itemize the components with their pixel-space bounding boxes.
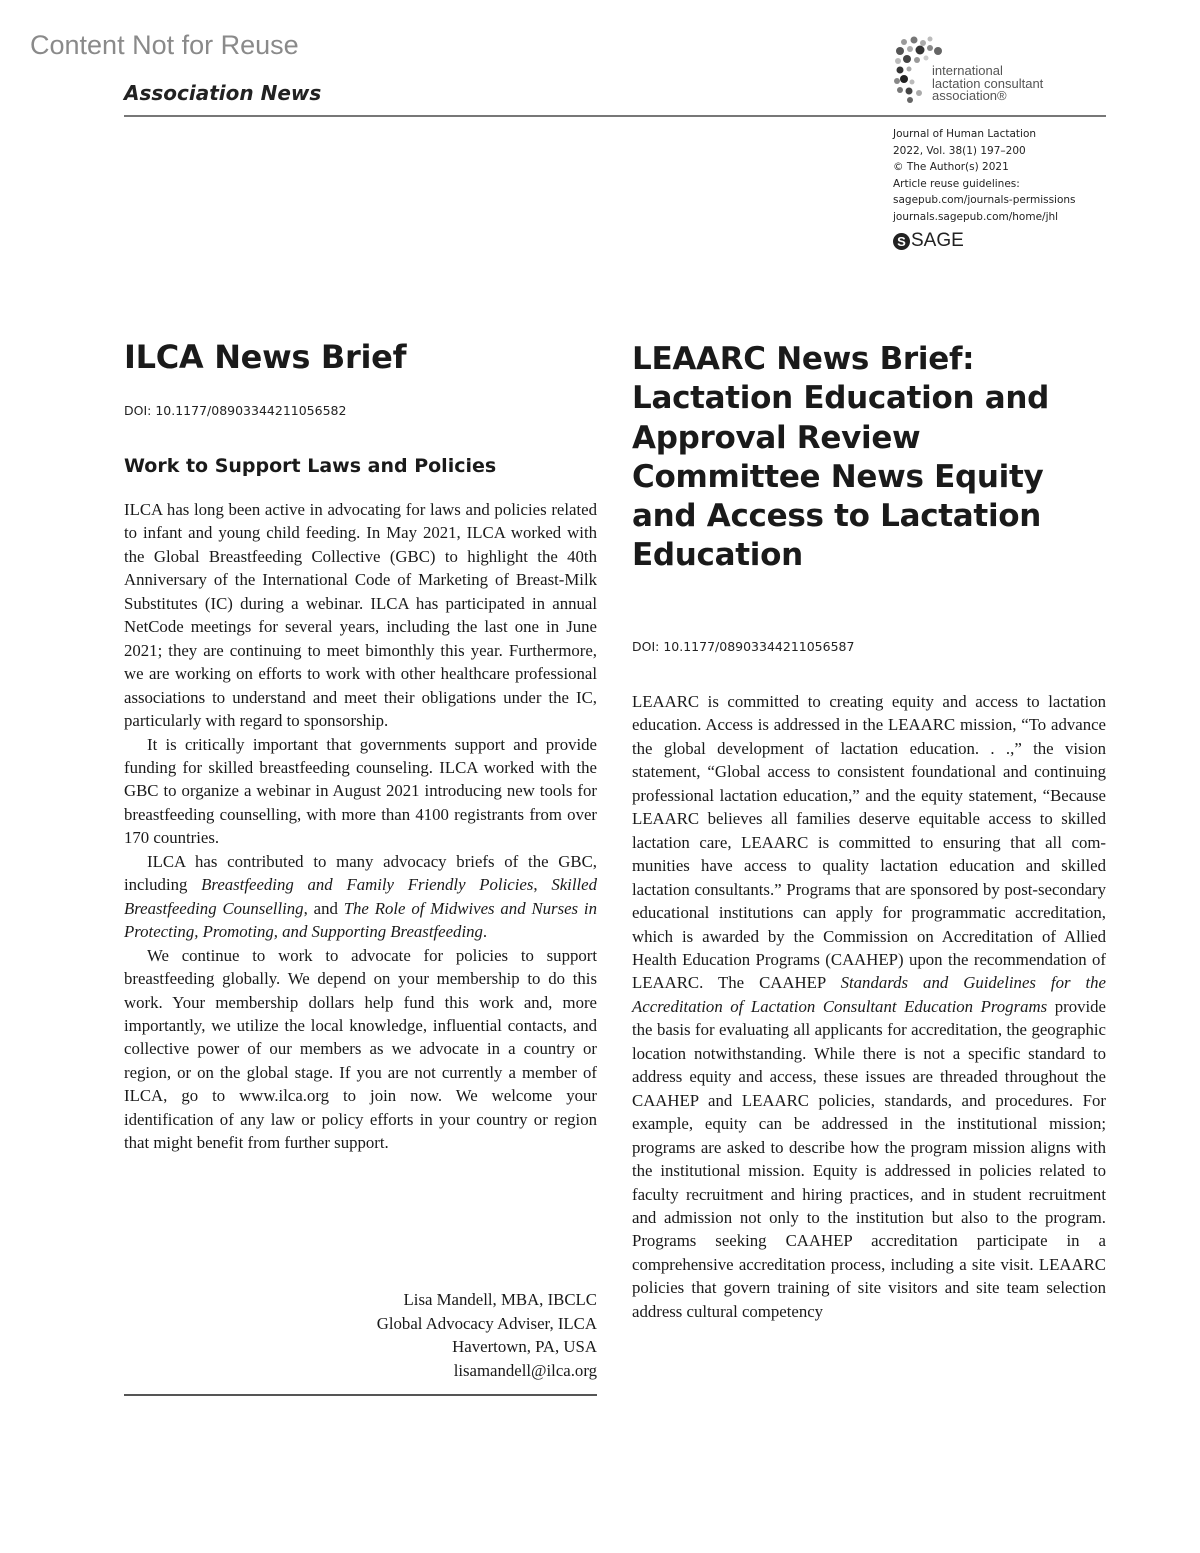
author-signature: [124, 1288, 597, 1382]
article-end-divider: [124, 1394, 597, 1396]
left-article-title: ILCA News Brief: [124, 338, 407, 376]
logo-line: international: [932, 63, 1003, 78]
watermark: Content Not for Reuse: [30, 30, 299, 60]
left-article-body: [124, 498, 597, 1155]
author-email[interactable]: lisamandell@ilca.org: [453, 1360, 597, 1380]
section-label: Association News: [124, 81, 322, 105]
left-article-subheading: Work to Support Laws and Policies: [124, 455, 497, 477]
paragraph: [124, 850, 597, 944]
right-article-body: [632, 690, 1106, 1323]
brief-title: Breastfeeding and Family Friendly Policies: [201, 875, 534, 895]
header-divider: [124, 115, 1106, 117]
paragraph: ILCA has long been active in advocating for laws and policies related to infant and young child feeding. In May 2021, ILCA worked with the Global Breastfeeding Collective (GBC) to highlight the 40th Anniversary of the International Code of Marketing of Breast-Milk Substitutes (IC) during a webinar. ILCA has participated in annual NetCode meetings for several years, including the last one in June 2021; they are continuing to meet bimonthly this year. Furthermore, we are working on efforts to work with other healthcare professional associations to understand and meet their obligations under the IC, particularly with regard to sponsorship.: [124, 500, 597, 731]
sage-wordmark: SAGE: [911, 230, 964, 251]
ilca-logo-text: [932, 65, 1043, 103]
paragraph: [632, 690, 1106, 1323]
standards-title: Standards and Guidelines for the Accreditation of Lactation Consultant Education Programs: [632, 973, 1107, 1016]
paragraph: It is critically important that governments support and provide funding for skilled breastfeeding counseling. ILCA worked with the GBC to organize a webinar in August 2021 introducing new tools for breastfeeding counselling, with more than 4100 registrants from over 170 countries.: [124, 734, 597, 848]
paragraph: We continue to work to advocate for policies to support breastfeeding globally. We depend on your membership to do this work. Your membership dollars help fund this work and, more importantly, we utilize the local knowledge, influential contacts, and collective power of our members as we advocate in a country or region, or on the global stage. If you are not currently a member of ILCA, go to www.ilca.org to join now. We welcome your identification of any law or policy efforts in your country or region that might benefit from further support.: [124, 945, 597, 1153]
brief-title: Skilled Breastfeeding Counselling: [124, 875, 597, 918]
logo-line: association®: [932, 88, 1007, 103]
text-run: LEAARC is committed to creating equity and access to lactation education. Access is addressed in the LEAARC mission, “To advance the global development of lactation education. . .,” the vision statement, “Global access to consistent foundational and continuing professional lactation education,” and the equity statement, “Because LEAARC believes all families deserve equitable access to skilled lactation care, LEAARC is committed to ensuring that all communities have access to quality lactation education and skilled lactation consultants.” Programs that are sponsored by post-secondary educational institutions can apply for programmatic accreditation, which is awarded by the Commission on Accreditation of Allied Health Education Programs (CAAHEP) upon the recommendation of LEAARC. The CAAHEP: [632, 692, 1106, 993]
sage-mark-icon: S: [893, 233, 910, 250]
text-run: , and: [303, 898, 344, 918]
journal-permissions-link[interactable]: sagepub.com/journals-permissions: [893, 194, 1076, 206]
right-article-title: LEAARC News Brief: Lactation Education and Approval Review Committee News Equity and Access to Lactation Education: [632, 341, 1050, 574]
sage-logo: [893, 230, 964, 252]
text-run: .: [482, 922, 488, 942]
text-run: provide the basis for evaluating all applicants for accreditation, the geographic location notwithstanding. While there is not a specific standard to address equity and access, these issues are threaded throughout the CAAHEP and LEAARC policies, standards, and procedures. For example, equity can be addressed in the institutional mission; programs are asked to describe how the program mission aligns with the institutional mission. Equity is addressed in policies related to faculty recruitment and hiring practices, and in student recruitment and admission not only to the institution but also to the program. Programs seeking CAAHEP accreditation participate in a comprehensive accreditation process, including a site visit. LEAARC policies that govern training of site visitors and site team selection address cultural competency: [632, 996, 1106, 1321]
logo-line: lactation consultant: [932, 75, 1044, 91]
journal-home-link[interactable]: journals.sagepub.com/home/jhl: [893, 210, 1059, 223]
text-run: ,: [533, 875, 552, 895]
text-run: ILCA has contributed to many advocacy briefs of the GBC, including: [124, 851, 597, 895]
author-location: Havertown, PA, USA: [452, 1337, 597, 1356]
left-article-doi[interactable]: DOI: 10.1177/08903344211056582: [124, 403, 347, 418]
brief-title: The Role of Midwives and Nurses in Protecting, Promoting, and Supporting Breastfeeding: [124, 898, 597, 942]
right-article-doi[interactable]: DOI: 10.1177/08903344211056587: [632, 639, 855, 654]
journal-info: [893, 126, 1076, 225]
journal-copyright: © The Author(s) 2021: [893, 161, 1009, 173]
journal-volume: 2022, Vol. 38(1) 197–200: [893, 144, 1026, 157]
journal-name: Journal of Human Lactation: [893, 128, 1037, 140]
journal-reuse-label: Article reuse guidelines:: [893, 177, 1020, 190]
author-name: Lisa Mandell, MBA, IBCLC: [403, 1290, 597, 1309]
ilca-logo: [892, 36, 1092, 106]
author-role: Global Advocacy Adviser, ILCA: [376, 1313, 597, 1333]
